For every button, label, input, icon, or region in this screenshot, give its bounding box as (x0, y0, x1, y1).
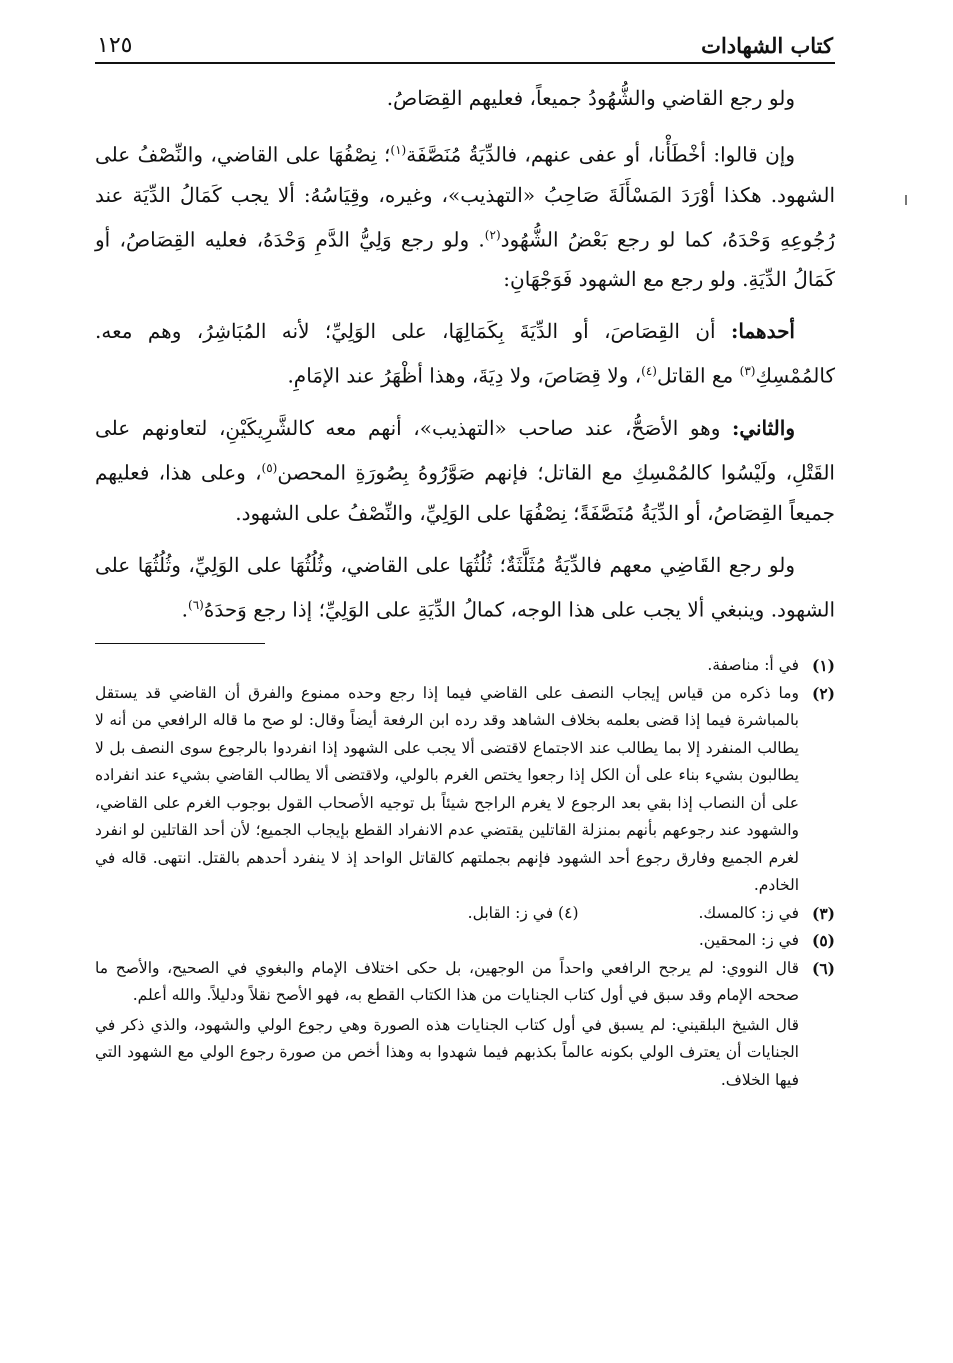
paragraph-2 (95, 130, 835, 299)
p3-part-b: مع القاتل (656, 363, 740, 388)
second-view-label: والثاني: (731, 415, 795, 440)
main-text (95, 78, 835, 629)
footnote-separator (95, 643, 265, 644)
p5-part-a: ولو رجع القَاضِي معهم فالدِّيَةُ مُثَلَّثَةٌ؛ ثُلُثُهَا على القاضي، وثُلُثُهَا على الوَلِيِّ، وثُلُثُهَا على الشهود. وينبغي ألا يجب على هذا الوجه، كمالُ الدِّيَةِ على الوَلِيِّ؛ إذا رجع وَحدَهُ (95, 552, 835, 622)
footnote-2 (95, 680, 835, 900)
footnote-ref-6: (٦) (188, 597, 204, 612)
p2-part-c: . ولو رجع وَلِيُّ الدَّمِ وَحْدَهُ، فعليه القِصَاصُ، أو كَمَالُ الدِّيَةِ. ولو رجع مع الشهود فَوَجْهَانِ: (95, 227, 835, 292)
footnote-5-text: في ز: المحقين. (698, 931, 799, 950)
footnote-1-text: في أ: مناصفة. (707, 656, 799, 675)
footnote-6-text: قال النووي: لم يرجح الرافعي واحداً من الوجهين، بل حكى اختلاف الإمام والبغوي في الصحيح، والأصح ما صححه الإمام وقد سبق في أول كتاب الجنايات من هذا الكتاب القطع به، فهو الأصح نقلاً ودليلاً. والله أعلم. (95, 958, 799, 1005)
footnote-5 (95, 927, 835, 955)
footnote-ref-5: (٥) (261, 460, 278, 475)
footnote-ref-3: (٣) (739, 364, 756, 379)
paragraph-4 (95, 408, 835, 533)
header-title: كتاب الشهادات (701, 33, 833, 58)
p4-part-b: ، وعلى هذا، فعليهم جميعاً القِصَاصُ، أو الدِّيَةُ مُنَصَّفَةً؛ نِصْفُهَا على الوَلِيِّ، والنِّصْفُ على الشهود. (95, 460, 835, 525)
paragraph-5 (95, 545, 835, 630)
footnote-3-4 (95, 900, 835, 928)
running-header (95, 22, 835, 64)
document-page (95, 22, 835, 1094)
footnote-4-text: (٤) في ز: القابل. (467, 903, 579, 922)
footnote-2-text: وما ذكره من قياس إيجاب النصف على القاضي فيما إذا رجع وحده ممنوع والفرق أن القاضي قد يستقل بالمباشرة فيما إذا قضى بعلمه بخلاف الشاهد وقد رده ابن الرفعة أيضاً وقال: لو صح ما قاله الرافعي من أنه لا يطالب المنفرد إلا بما يطالب عند الاجتماع لاقتضى ألا يجب على الشهود إذا انفردوا بالرجوع سوى النصف بل لا يطالبون بشيء بناء على أن الكل إذا رجعوا يختص الغرم بالولي، ولاقتضى ألا يطالب القاضي بشيء عند انفراده على أن النصاب إذا بقي بعد الرجوع لا يغرم الراجح شيئاً بل توجيه الأصحاب القول بوجوب الغرم على القاضي، والشهود عند رجوعهم بأنهم بمنزلة القاتلين يقتضي عدم الانفراد القطع بإيجاب الجميع؛ لأن أحد القاتلين لو انفرد لغرم الجميع وفارق رجوع أحد الشهود فإنهم بجملتهم كالقاتل الواحد إذ لا ينفرد أحدهم بالقتل. انتهى. قاله في الخادم. (95, 683, 799, 895)
p3-part-a: أن القِصَاصَ، أو الدِّيَةَ بِكَمَالِهَا، على الوَلِيِّ؛ لأنه المُبَاشِرُ، وهم معه. كالمُمْسِكِ (95, 319, 835, 388)
footnote-3-number: (٣) (811, 903, 835, 923)
footnote-ref-4: (٤) (641, 364, 657, 379)
footnote-1-number: (١) (811, 656, 835, 676)
p5-part-b: . (181, 597, 189, 622)
margin-mark (905, 195, 907, 205)
footnote-ref-1: (١) (390, 143, 407, 157)
footnote-3-text: في ز: كالمسك. (698, 903, 799, 922)
footnote-2-number: (٢) (811, 683, 835, 703)
p2-part-b: ؛ نِصْفُهَا على القاضي، والنِّصْفُ على الشهود. هكذا أوْرَدَ المَسْأَلَةَ صَاحِبُ «التهذيب»، وغيره، وقِيَاسُهُ: ألا يجب كَمَالُ الدِّيَة عند رُجُوعِهِ وَحْدَهُ، كما لو رجع بَعْضُ الشُّهُود (95, 142, 836, 252)
footnotes (95, 652, 835, 1094)
p3-part-c: ، ولا قِصَاصَ، ولا دِيَةَ، وهذا أظْهَرُ عند الإمَامِ. (287, 363, 642, 388)
paragraph-3 (95, 311, 835, 396)
footnote-1 (95, 652, 835, 680)
paragraph-1: ولو رجع القاضي والشُّهُودُ جميعاً، فعليهم القِصَاصُ. (386, 86, 795, 110)
footnote-6-number: (٦) (811, 958, 835, 978)
page-number: ١٢٥ (97, 33, 133, 58)
footnote-ref-2: (٢) (484, 227, 501, 242)
footnote-5-number: (٥) (811, 931, 835, 951)
p2-part-a: وإن قالوا: أخْطَأْنا، أو عفى عنهم، فالدِّيَةُ مُنَصَّفَة (406, 142, 796, 167)
first-view-label: أحدهما: (730, 319, 795, 344)
p4-part-a: وهو الأصَحُّ، عند صاحب «التهذيب»، أنهم معه كالشَّرِيكَيْنِ، لتعاونهم على القَتْلِ، ولَيْسُوا كالمُمْسِكِ مع القاتل؛ فإنهم صَوَّرُوهُ بِصُورَةِ المحصن (95, 415, 835, 485)
footnote-6-continuation: قال الشيخ البلقيني: لم يسبق في أول كتاب الجنايات هذه الصورة وهي رجوع الولي والشهود، والذي ذكر في الجنايات أن يعترف الولي بكونه عالماً بكذبهم فيما شهدوا به وهذا أخص من صورة رجوع الولي مع الشهود التي فيها الخلاف. (95, 1015, 799, 1089)
footnote-6 (95, 955, 835, 1010)
